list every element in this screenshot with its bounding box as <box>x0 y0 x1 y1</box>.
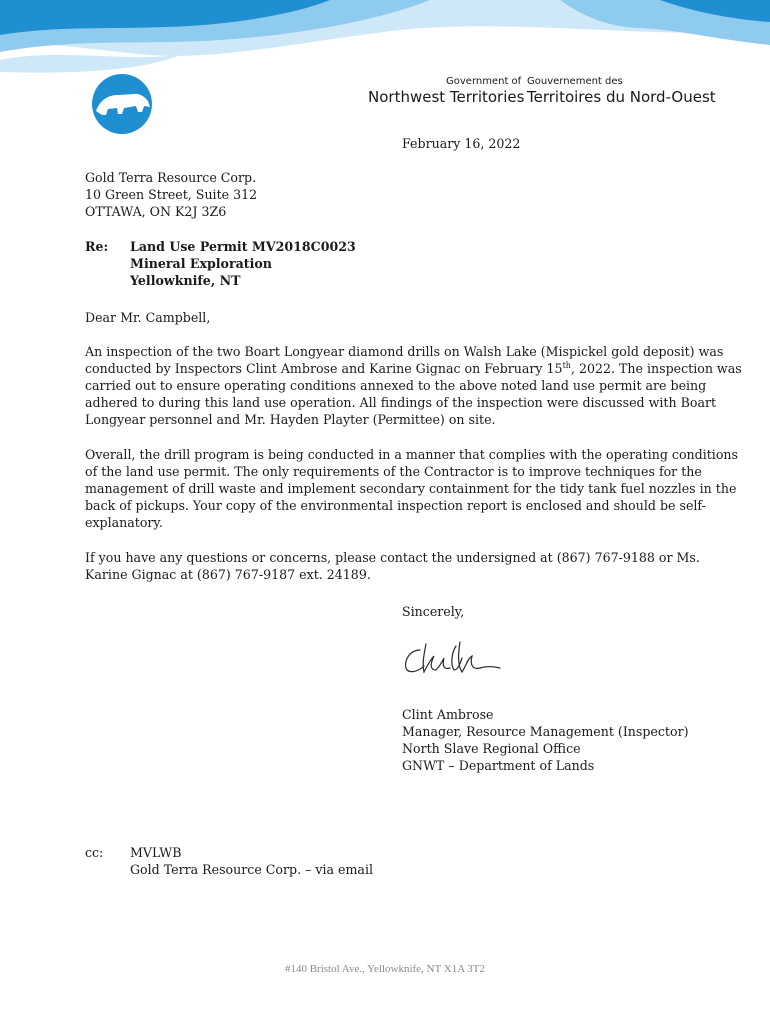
recipient-line: OTTAWA, ON K2J 3Z6 <box>85 204 227 219</box>
footer-address: #140 Bristol Ave., Yellowknife, NT X1A 3T2 <box>284 963 486 975</box>
paragraph-line: of the land use permit. The only requirements of the Contractor is to improve techniques for the <box>85 464 702 479</box>
gov-en-small: Government of <box>446 76 522 87</box>
paragraph-line: Longyear personnel and Mr. Hayden Playter (Permittee) on site. <box>85 412 496 427</box>
handwritten-signature-icon <box>400 636 520 680</box>
letter-date: February 16, 2022 <box>402 136 521 151</box>
signatory-title: Manager, Resource Management (Inspector) <box>402 724 689 739</box>
paragraph-line: carried out to ensure operating conditions annexed to the above noted land use permit are being <box>85 378 707 393</box>
paragraph-line: management of drill waste and implement secondary containment for the tidy tank fuel nozzles in the <box>85 481 737 496</box>
signatory-name: Clint Ambrose <box>402 707 494 722</box>
body-paragraph-1 <box>85 343 742 428</box>
recipient-line: Gold Terra Resource Corp. <box>85 170 257 185</box>
paragraph-line: If you have any questions or concerns, please contact the undersigned at (867) 767-9188 or Ms. <box>85 550 700 565</box>
subject-line: Mineral Exploration <box>130 256 272 271</box>
cc-line: MVLWB <box>130 845 182 860</box>
subject-line: Yellowknife, NT <box>130 273 241 288</box>
gov-fr-big: Territoires du Nord-Ouest <box>527 88 716 106</box>
letterhead-banner <box>0 0 770 140</box>
signatory-office: North Slave Regional Office <box>402 741 581 756</box>
paragraph-line: adhered to during this land use operation. All findings of the inspection were discussed with Boart <box>85 395 717 410</box>
paragraph-line: Overall, the drill program is being conducted in a manner that complies with the operating conditions <box>85 447 738 462</box>
cc-label: cc: <box>85 845 104 860</box>
government-name-french <box>527 76 716 106</box>
gov-en-big: Northwest Territories <box>368 88 525 106</box>
body-paragraph-3 <box>85 549 700 583</box>
paragraph-line: conducted by Inspectors Clint Ambrose and Karine Gignac on February 15th, 2022. The inspection was <box>85 360 742 376</box>
paragraph-line: Karine Gignac at (867) 767-9187 ext. 24189. <box>85 567 371 582</box>
body-paragraph-2 <box>85 446 738 531</box>
recipient-line: 10 Green Street, Suite 312 <box>85 187 258 202</box>
paragraph-line: explanatory. <box>85 515 163 530</box>
subject-label: Re: <box>85 239 109 254</box>
cc-line: Gold Terra Resource Corp. – via email <box>130 862 374 877</box>
gov-fr-small: Gouvernement des <box>527 76 623 87</box>
polar-bear-logo-icon <box>92 74 152 134</box>
salutation: Dear Mr. Campbell, <box>85 310 211 325</box>
subject-line: Land Use Permit MV2018C0023 <box>130 239 356 254</box>
signatory-department: GNWT – Department of Lands <box>402 758 595 773</box>
government-name-english <box>368 76 524 106</box>
paragraph-line: An inspection of the two Boart Longyear diamond drills on Walsh Lake (Mispickel gold deposit) was <box>85 344 724 359</box>
paragraph-line: back of pickups. Your copy of the environmental inspection report is enclosed and should be self- <box>85 498 706 513</box>
closing: Sincerely, <box>402 604 465 619</box>
